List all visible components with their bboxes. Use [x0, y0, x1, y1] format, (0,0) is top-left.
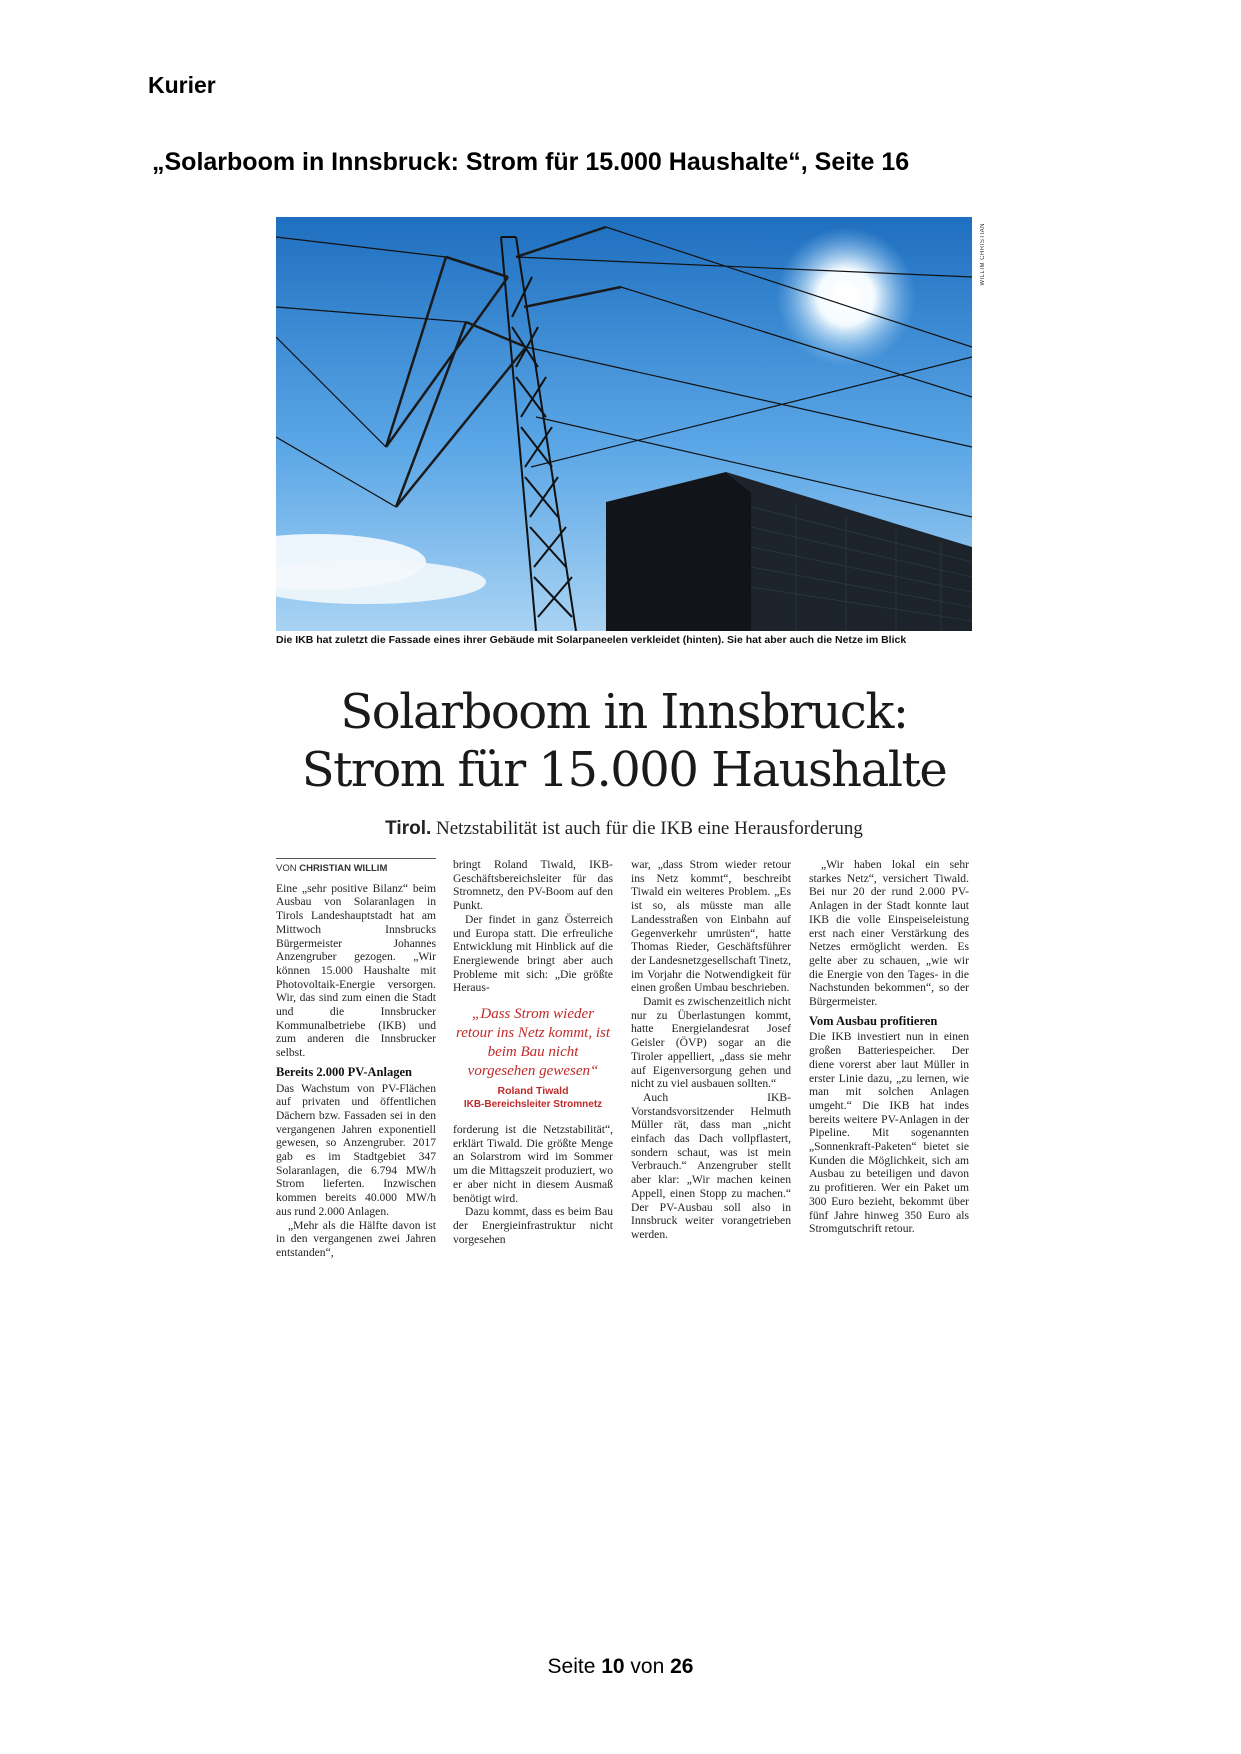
byline-prefix: VON [276, 863, 300, 874]
article-subheadline [276, 818, 972, 840]
paragraph: Damit es zwischenzeitlich nicht nur zu Überlastungen kommt, hatte Energielandesrat Josef Geisler (ÖVP) sogar an die Tiroler appelliert, „dass sie mehr auf Eigenversorgung gehen und nicht zu viel ausbauen sollten.“ [631, 995, 791, 1091]
footer-prefix: Seite [547, 1655, 602, 1678]
article-headline [276, 683, 972, 799]
paragraph: bringt Roland Tiwald, IKB-Geschäftsbereichsleiter für das Stromnetz, den PV-Boom auf den Punkt. [453, 858, 613, 913]
paragraph: „Mehr als die Hälfte davon ist in den vergangenen zwei Jahren entstanden“, [276, 1218, 436, 1259]
pull-quote-name: Roland Tiwald [497, 1085, 569, 1098]
article-column-4 [809, 858, 969, 1236]
paragraph: Dazu kommt, dass es beim Bau der Energieinfrastruktur nicht vorgesehen [453, 1205, 613, 1246]
article-photo [276, 217, 972, 631]
byline [276, 858, 436, 876]
footer-middle: von [624, 1655, 671, 1678]
paragraph: Der findet in ganz Österreich und Europa statt. Die erfreuliche Entwicklung mit Hinblick auf die Energiewende bringt aber auch Probleme mit sich: „Die größte Heraus- [453, 912, 613, 995]
photo-caption: Die IKB hat zuletzt die Fassade eines ihrer Gebäude mit Solarpaneelen verkleidet (hinten). Sie hat aber auch die Netze im Blick [276, 634, 907, 646]
newspaper-clipping [276, 213, 986, 1323]
page-total: 26 [670, 1655, 694, 1678]
headline-line-2: Strom für 15.000 Haushalte [301, 742, 947, 798]
publication-name: Kurier [148, 72, 216, 98]
pull-quote-text: „Dass Strom wieder retour ins Netz kommt, ist beim Bau nicht vorgesehen gewesen“ [455, 1006, 611, 1080]
paragraph: Eine „sehr positive Bilanz“ beim Ausbau von Solaranlagen in Tirols Landeshauptstadt hat am Mittwoch Innsbrucks Bürgermeister Johannes Anzengruber gezogen. „Wir können 15.000 Haushalte mit Photovoltaik-Energie versorgen. Wir, das sind zum einen die Stadt und die Innsbrucker Kommunalbetriebe (IKB) und zum anderen die Innsbrucker selbst. [276, 881, 436, 1060]
paragraph: Das Wachstum von PV-Flächen auf privaten und öffentlichen Dächern bzw. Fassaden sei in den vergangenen Jahren exponentiell gewesen, so Anzengruber. 2017 gab es im Stadtgebiet 347 Solaranlagen, die 6.794 MW/h Strom lieferten. Inzwischen kommen bereits 40.000 MW/h aus rund 2.000 Anlagen. [276, 1081, 436, 1218]
document-title: „Solarboom in Innsbruck: Strom für 15.000 Haushalte“, Seite 16 [152, 148, 910, 176]
section-heading: Vom Ausbau profitieren [809, 1013, 938, 1028]
paragraph: Die IKB investiert nun in einen großen Batteriespeicher. Der diene vorerst aber laut Müller in erster Linie dazu, „zu lernen, wie man mit solchen Anlagen umgeht.“ Die IKB hat indes bereits weitere PV-Anlagen in der Pipeline. Mit sogenannten „Sonnenkraft-Paketen“ bietet sie Kunden die Möglichkeit, sich am Ausbau zu beteiligen und davon zu profitieren. Wer ein Paket um 300 Euro bezieht, bekommt über fünf Jahre hinweg 350 Euro als Stromgutschrift retour. [809, 1030, 969, 1236]
section-heading: Bereits 2.000 PV-Anlagen [276, 1064, 412, 1079]
page-number: 10 [601, 1655, 625, 1678]
paragraph: war, „dass Strom wieder retour ins Netz kommt“, beschreibt Tiwald ein weiteres Problem. „Es ist so, als müsste man alle Landesstraßen von Einbahn auf Gegenverkehr umrüsten“, hatte Thomas Rieder, Geschäftsführer der Landesnetzgesellschaft Tinetz, im Vorjahr die Notwendigkeit für einen großen Umbau beschrieben. [631, 858, 792, 995]
article-column-1 [276, 858, 436, 1260]
paragraph: forderung ist die Netzstabilität“, erklärt Tiwald. Die größte Menge an Solarstrom wird im Sommer um die Mittagszeit produziert, wo er aber nicht in diesem Ausmaß benötigt wird. [453, 1123, 613, 1205]
paragraph: Auch IKB-Vorstandsvorsitzender Helmuth Müller rät, dass man „nicht einfach das Dach vollpflastert, sondern schaut, was ist mein Verbrauch.“ Anzengruber stellt aber klar: „Wir machen keinen Appell, einen Stopp zu machen.“ Der PV-Ausbau soll also in Innsbruck weiter vorangetrieben werden. [631, 1090, 791, 1241]
article-column-3 [631, 858, 791, 1242]
page-footer [0, 1655, 1241, 1679]
kicker: Tirol. [385, 818, 432, 839]
photo-credit: WILLIM CHRISTIAN [980, 223, 986, 286]
paragraph: „Wir haben lokal ein sehr starkes Netz“, versichert Tiwald. Bei nur 20 der rund 2.000 PV-Anlagen in der Stadt konnte laut IKB die volle Einspeiseleistung erst nach einer Verstärkung des Netzes ermöglicht werden. Es gelte aber zu schauen, „wie wir die Energie von den Tages- in die Nachstunden bekommen“, so der Bürgermeister. [809, 858, 969, 1009]
pull-quote [453, 1005, 613, 1111]
pull-quote-role: IKB-Bereichsleiter Stromnetz [463, 1099, 603, 1111]
subhead-text: Netzstabilität ist auch für die IKB eine Herausforderung [431, 818, 863, 839]
byline-author: CHRISTIAN WILLIM [299, 863, 388, 874]
headline-line-1: Solarboom in Innsbruck: [340, 684, 908, 740]
article-column-2 [453, 858, 613, 1246]
